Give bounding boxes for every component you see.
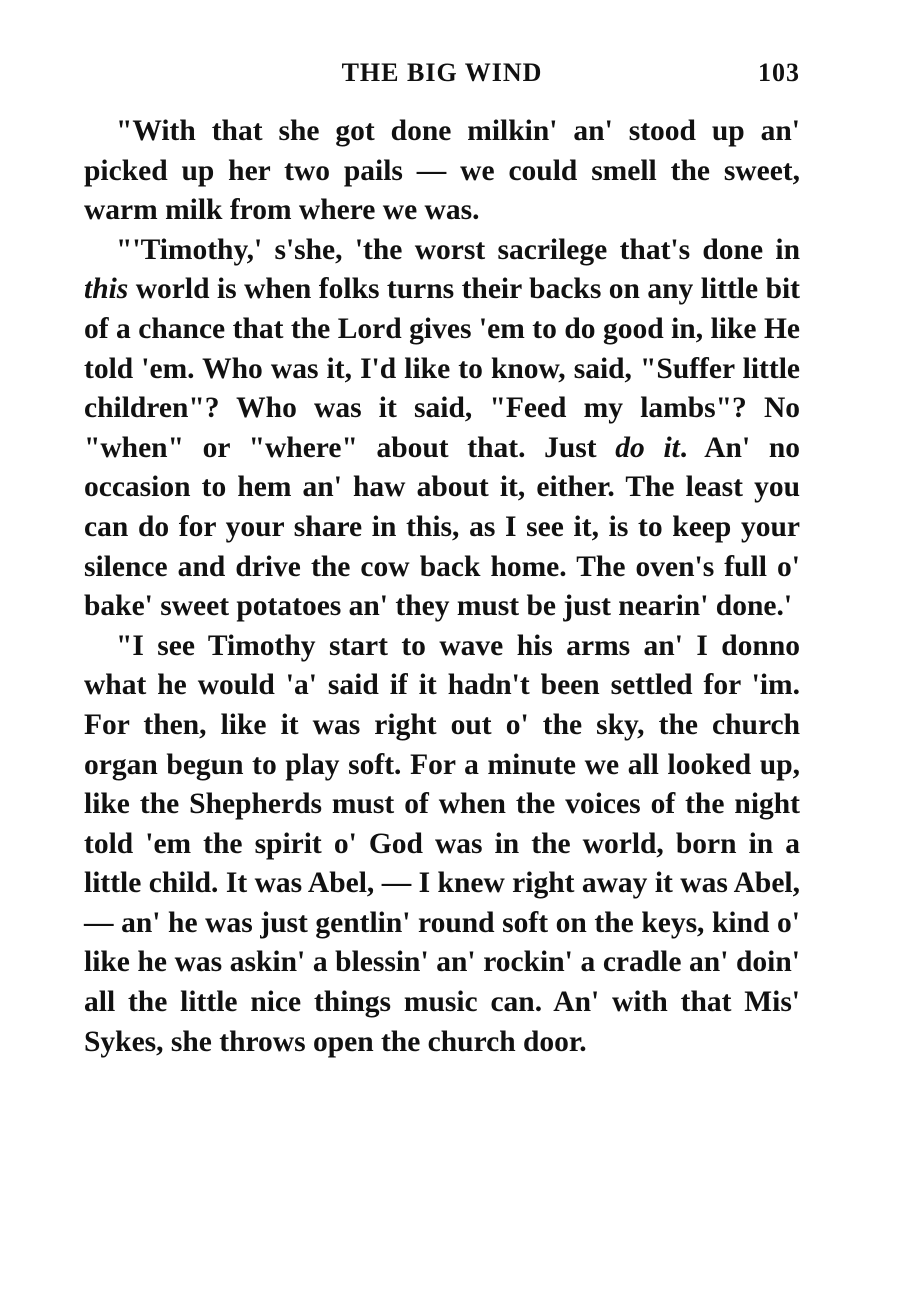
running-head: [84, 50, 800, 90]
paragraph-sacrilege: [84, 231, 800, 627]
text-segment: . An' no occasion to hem an' haw about it, either. The least you can do for your share in this, as I see it, is to keep your silence and drive the cow back home. The oven's full o' bake' sweet potatoes an' they must be just nearin' done.': [84, 431, 800, 623]
running-title: THE BIG WIND: [341, 58, 543, 87]
emphasis-text: do it: [615, 431, 680, 464]
paragraph-milking: [84, 112, 800, 231]
emphasis-text: this: [84, 273, 129, 306]
page-number: 103: [758, 58, 800, 87]
paragraph-organ: [84, 627, 800, 1063]
text-segment: "With that she got done milkin' an' stood up an' picked up her two pails — we could smell the sweet, warm milk from where we was.: [84, 115, 800, 227]
book-page: [84, 50, 800, 1062]
text-segment: world is when folks turns their backs on any little bit of a chance that the Lord gives 'em to do good in, like He told 'em. Who was it, I'd like to know, said, "Suffer little children"? Who was it said, "Feed my lambs"? No "when" or "where" about that. Just: [84, 273, 800, 464]
text-segment: "'Timothy,' s'she, 'the worst sacrilege that's done in: [116, 233, 800, 266]
text-segment: "I see Timothy start to wave his arms an' I donno what he would 'a' said if it hadn't been settled for 'im. For then, like it was right out o' the sky, the church organ begun to play soft. For a minute we all looked up, like the Shepherds must of when the voices of the night told 'em the spirit o' God was in the world, born in a little child. It was Abel, — I knew right away it was Abel, — an' he was just gentlin' round soft on the keys, kind o' like he was askin' a blessin' an' rockin' a cradle an' doin' all the little nice things music can. An' with that Mis' Sykes, she throws open the church door.: [84, 629, 800, 1058]
